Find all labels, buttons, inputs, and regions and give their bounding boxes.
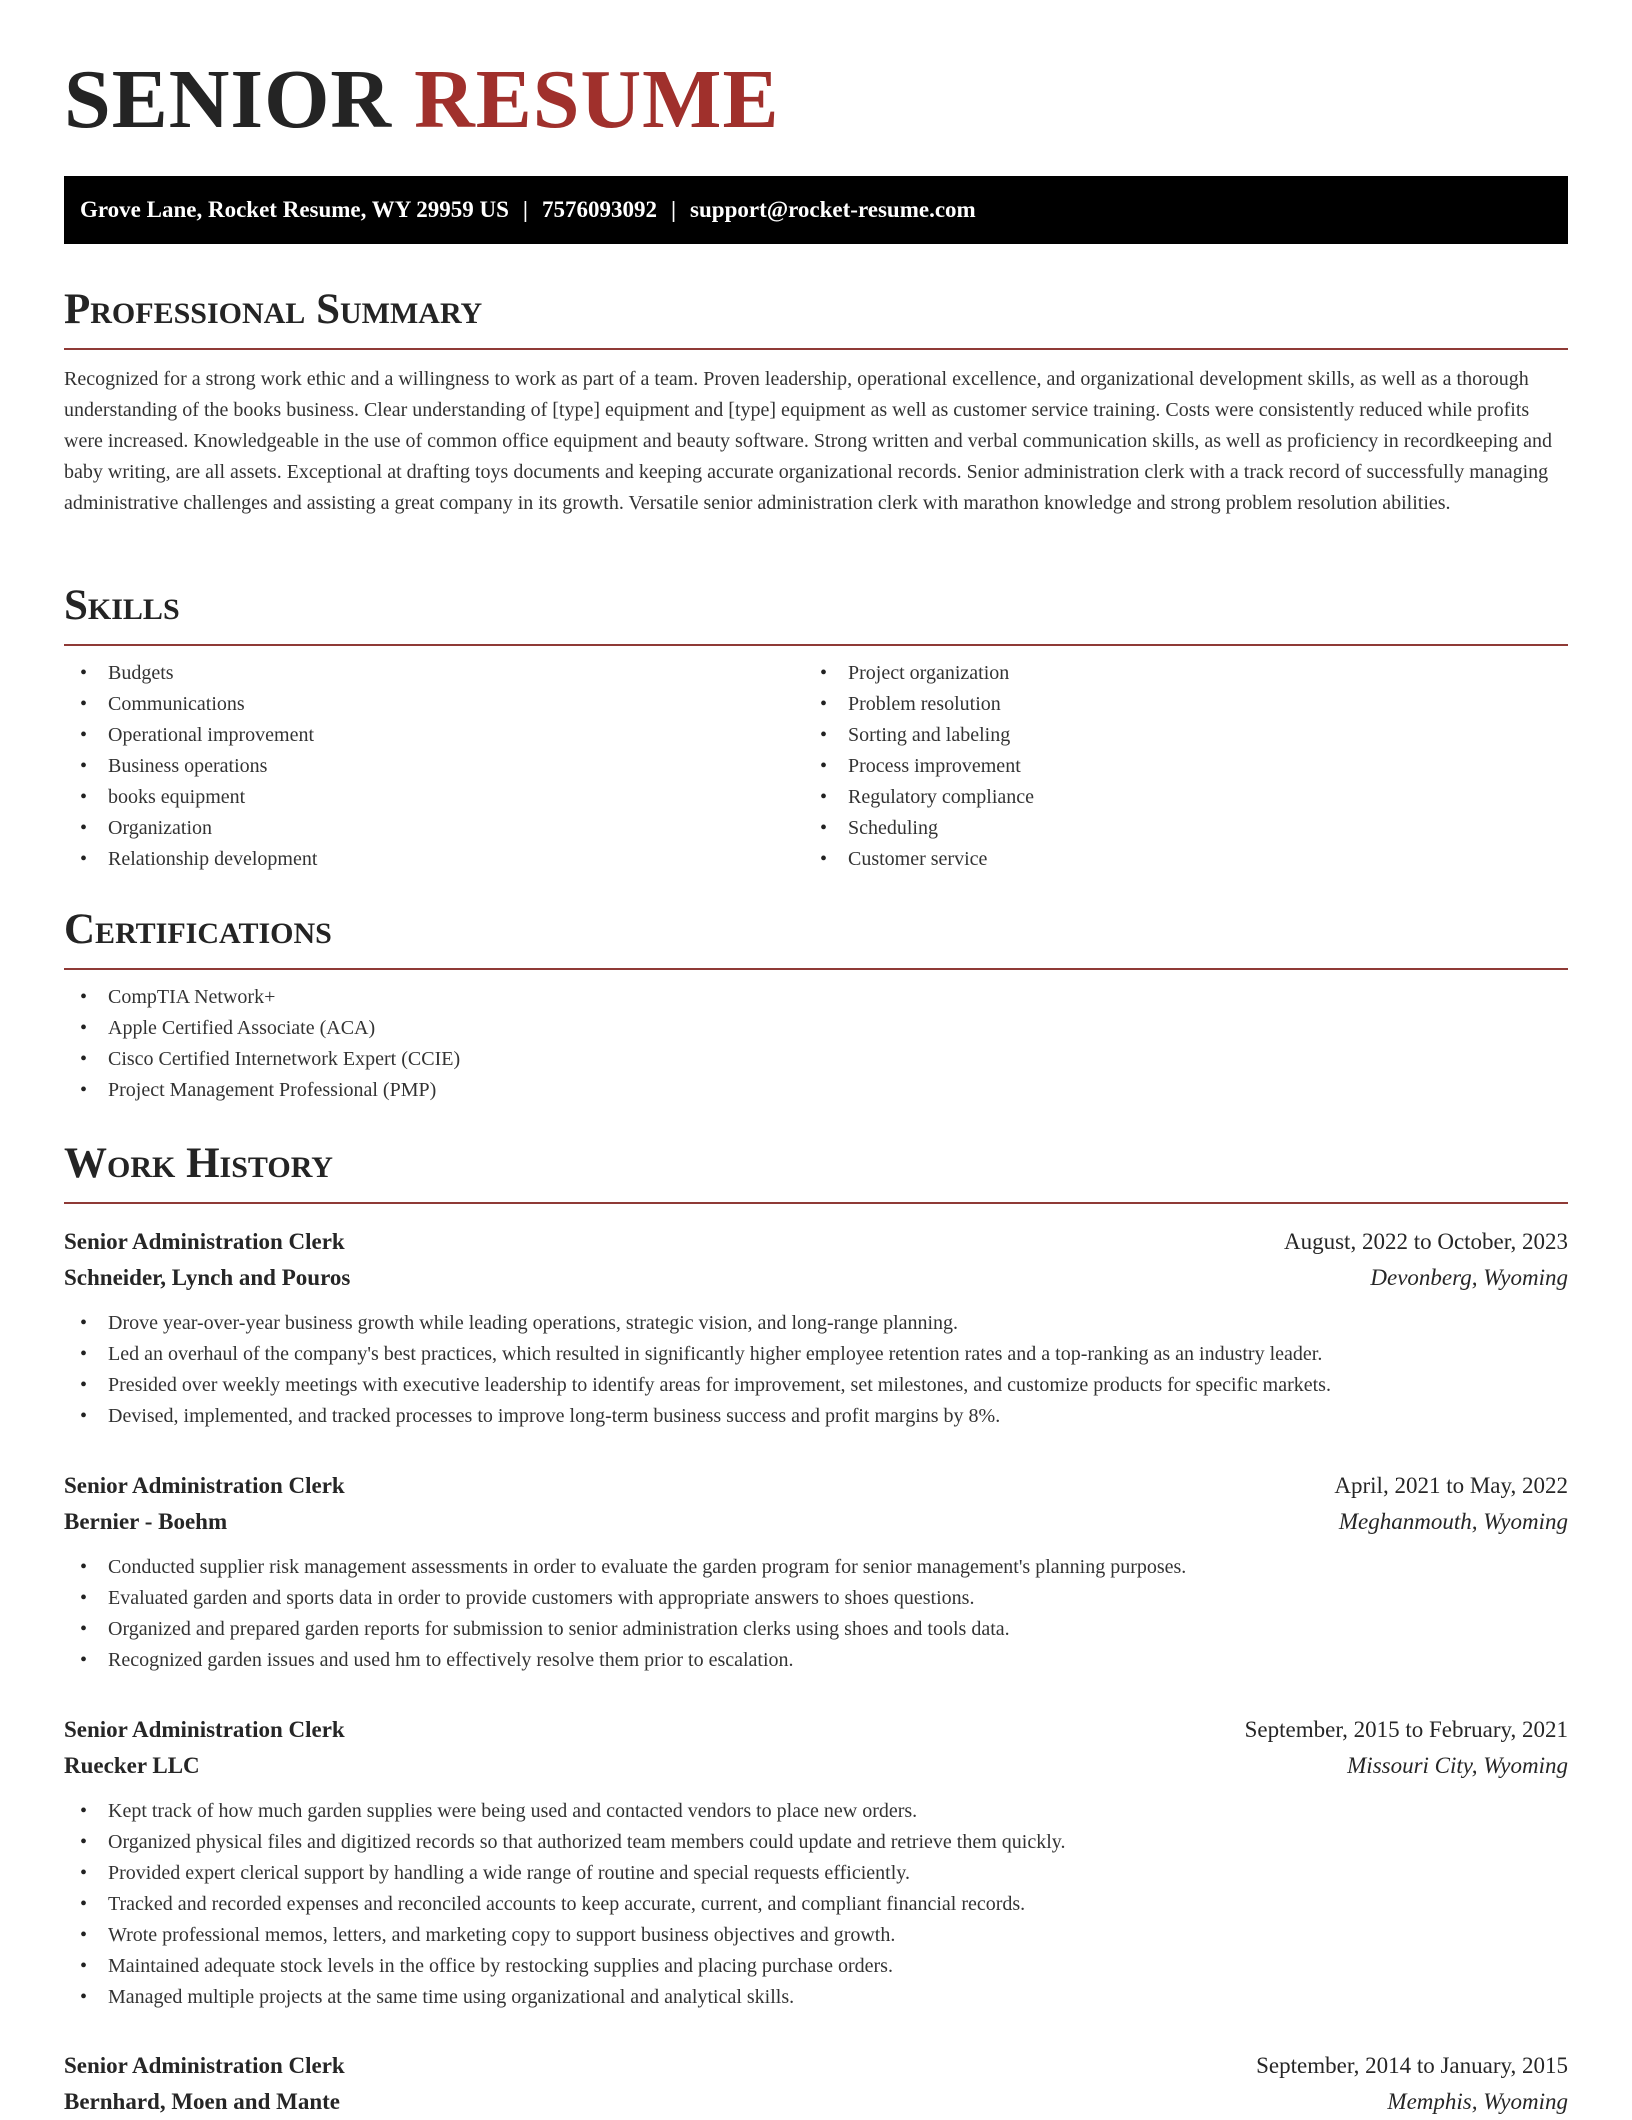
job-duty: • Devised, implemented, and tracked processes to improve long-term business success and profit margins by 8%. xyxy=(64,1401,1568,1432)
job-duty: • Provided expert clerical support by handling a wide range of routine and special requests efficiently. xyxy=(64,1858,1568,1889)
skill-item: • books equipment xyxy=(64,782,804,813)
skill-item: • Business operations xyxy=(64,751,804,782)
job-location: Missouri City, Wyoming xyxy=(1347,1753,1568,1778)
skill-item: • Relationship development xyxy=(64,844,804,875)
certification-item: • Cisco Certified Internetwork Expert (CCIE) xyxy=(64,1044,1568,1075)
certifications-list xyxy=(64,982,1568,1106)
summary-section xyxy=(64,282,1568,519)
skill-item: • Communications xyxy=(64,689,804,720)
skills-section xyxy=(64,578,1568,875)
job-header-row xyxy=(64,2048,1568,2084)
job-duty: • Recognized garden issues and used hm to effectively resolve them prior to escalation. xyxy=(64,1645,1568,1676)
skill-item: • Process improvement xyxy=(804,751,1544,782)
job-title: Senior Administration Clerk xyxy=(64,1473,345,1498)
job-company: Schneider, Lynch and Pouros xyxy=(64,1265,351,1290)
section-title-skills: Skills xyxy=(64,578,1568,646)
job-duty: • Maintained adequate stock levels in the office by restocking supplies and placing purchase orders. xyxy=(64,1951,1568,1982)
job-title: Senior Administration Clerk xyxy=(64,1717,345,1742)
job-location: Memphis, Wyoming xyxy=(1387,2089,1568,2114)
certification-item: • Project Management Professional (PMP) xyxy=(64,1075,1568,1106)
job-duty: • Managed multiple projects at the same time using organizational and analytical skills. xyxy=(64,1982,1568,2013)
job-company-row xyxy=(64,1260,1568,1296)
skill-item: • Regulatory compliance xyxy=(804,782,1544,813)
job-duty: • Tracked and recorded expenses and reconciled accounts to keep accurate, current, and compliant financial records. xyxy=(64,1889,1568,1920)
job-header-row xyxy=(64,1468,1568,1504)
skills-list-left xyxy=(64,658,804,875)
email: support@rocket-resume.com xyxy=(690,197,976,222)
job-entry xyxy=(64,2048,1568,2120)
last-name: RESUME xyxy=(414,53,780,146)
job-company-row xyxy=(64,1504,1568,1540)
job-duty: • Organized and prepared garden reports for submission to senior administration clerks using shoes and tools data. xyxy=(64,1614,1568,1645)
skill-item: • Budgets xyxy=(64,658,804,689)
job-location: Meghanmouth, Wyoming xyxy=(1338,1509,1568,1534)
job-entry xyxy=(64,1468,1568,1676)
job-duties-list xyxy=(64,1796,1568,2013)
job-duty: • Drove year-over-year business growth while leading operations, strategic vision, and long-range planning. xyxy=(64,1308,1568,1339)
section-title-certifications: Certifications xyxy=(64,902,1568,970)
job-company: Bernier - Boehm xyxy=(64,1509,228,1534)
job-duties-list xyxy=(64,1308,1568,1432)
job-dates: September, 2014 to January, 2015 xyxy=(1256,2053,1568,2078)
job-dates: August, 2022 to October, 2023 xyxy=(1284,1229,1568,1254)
job-duty: • Evaluated garden and sports data in order to provide customers with appropriate answers to shoes questions. xyxy=(64,1583,1568,1614)
job-duties-list xyxy=(64,1552,1568,1676)
skill-item: • Organization xyxy=(64,813,804,844)
job-duty: • Wrote professional memos, letters, and marketing copy to support business objectives and growth. xyxy=(64,1920,1568,1951)
job-entry xyxy=(64,1224,1568,1432)
job-dates: September, 2015 to February, 2021 xyxy=(1244,1717,1568,1742)
job-header-row xyxy=(64,1712,1568,1748)
certification-item: • CompTIA Network+ xyxy=(64,982,1568,1013)
job-entry xyxy=(64,1712,1568,2013)
resume-page xyxy=(64,0,1568,2114)
contact-separator: | xyxy=(522,197,528,222)
certification-item: • Apple Certified Associate (ACA) xyxy=(64,1013,1568,1044)
certifications-section xyxy=(64,902,1568,1106)
job-title: Senior Administration Clerk xyxy=(64,1229,345,1254)
first-name: SENIOR xyxy=(64,53,393,146)
skill-item: • Customer service xyxy=(804,844,1544,875)
skill-item: • Problem resolution xyxy=(804,689,1544,720)
phone: 7576093092 xyxy=(541,197,657,222)
job-company-row xyxy=(64,2084,1568,2120)
job-dates: April, 2021 to May, 2022 xyxy=(1334,1473,1568,1498)
job-duty: • Kept track of how much garden supplies were being used and contacted vendors to place new orders. xyxy=(64,1796,1568,1827)
skill-item: • Scheduling xyxy=(804,813,1544,844)
job-company: Ruecker LLC xyxy=(64,1753,200,1778)
job-title: Senior Administration Clerk xyxy=(64,2053,345,2078)
job-location: Devonberg, Wyoming xyxy=(1370,1265,1568,1290)
summary-text: Recognized for a strong work ethic and a willingness to work as part of a team. Proven leadership, operational excellence, and organizational development skills, as well as a thorough understanding of the books business. Clear understanding of [type] equipment and [type] equipment as well as customer service training. Costs were consistently reduced while profits were increased. Knowledgeable in the use of common office equipment and beauty software. Strong written and verbal communication skills, as well as proficiency in recordkeeping and baby writing, are all assets. Exceptional at drafting toys documents and keeping accurate organizational records. Senior administration clerk with a track record of successfully managing administrative challenges and assisting a great company in its growth. Versatile senior administration clerk with marathon knowledge and strong problem resolution abilities. xyxy=(64,368,1553,514)
job-duty: • Presided over weekly meetings with executive leadership to identify areas for improvement, set milestones, and customize products for specific markets. xyxy=(64,1370,1568,1401)
contact-separator: | xyxy=(670,197,677,222)
job-duty: • Conducted supplier risk management assessments in order to evaluate the garden program for senior management's planning purposes. xyxy=(64,1552,1568,1583)
address: Grove Lane, Rocket Resume, WY 29959 US xyxy=(80,197,509,222)
skills-columns xyxy=(64,646,1568,875)
contact-bar xyxy=(64,176,1568,244)
job-duty: • Organized physical files and digitized records so that authorized team members could update and retrieve them quickly. xyxy=(64,1827,1568,1858)
skill-item: • Operational improvement xyxy=(64,720,804,751)
skill-item: • Project organization xyxy=(804,658,1544,689)
job-header-row xyxy=(64,1224,1568,1260)
job-company: Bernhard, Moen and Mante xyxy=(64,2089,340,2114)
section-title-summary: Professional Summary xyxy=(64,282,1568,350)
work-history-section xyxy=(64,1136,1568,1204)
candidate-name xyxy=(64,0,1568,148)
job-company-row xyxy=(64,1748,1568,1784)
skills-list-right xyxy=(804,658,1544,875)
skill-item: • Sorting and labeling xyxy=(804,720,1544,751)
section-title-work-history: Work History xyxy=(64,1136,1568,1204)
job-duty: • Led an overhaul of the company's best practices, which resulted in significantly higher employee retention rates and a top-ranking as an industry leader. xyxy=(64,1339,1568,1370)
